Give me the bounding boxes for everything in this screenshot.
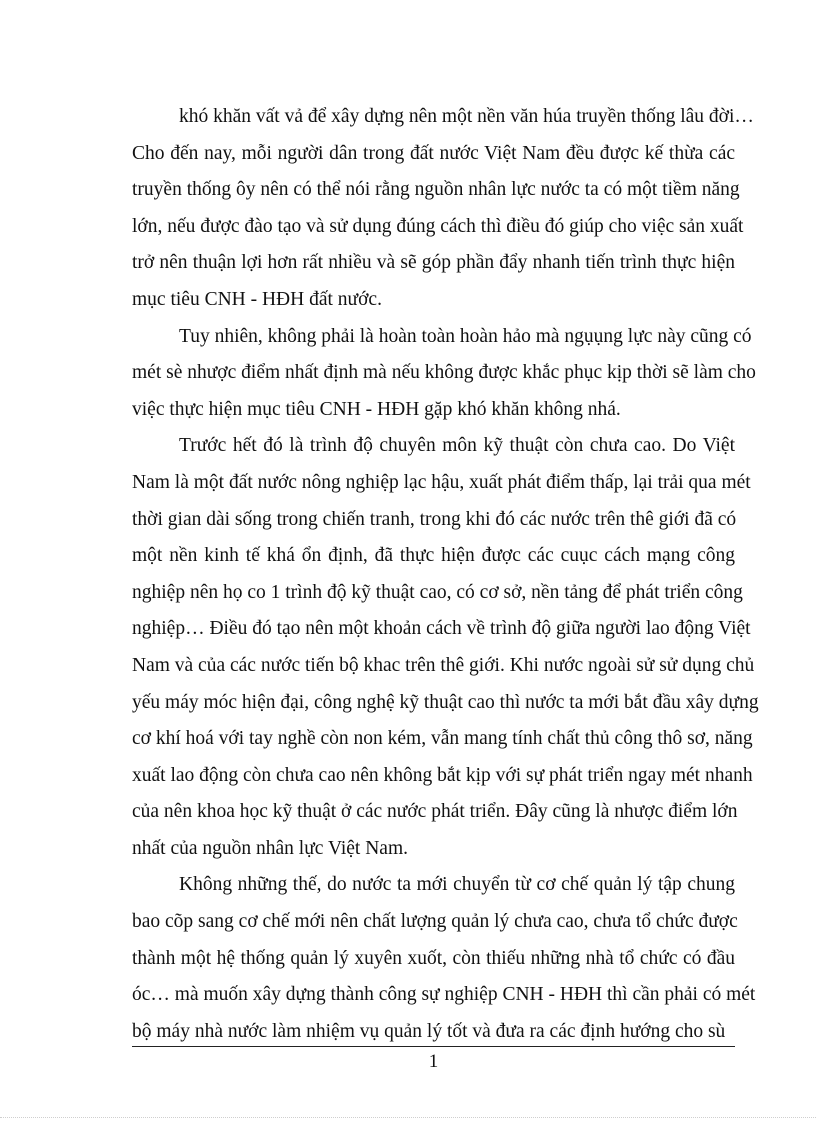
text-line: một nền kinh tế khá ổn định, đã thực hiện được các cuục cách mạng công [132,545,735,567]
text-line: của nên khoa học kỹ thuật ở các nước phát triển. Đây cũng là nhược điểm lớn [132,801,738,823]
page-edge-divider [0,1117,816,1118]
paragraph-3 [132,428,759,867]
text-line: yếu máy móc hiện đại, công nghệ kỹ thuật cao thì nước ta mới bắt đầu xây dựng [132,691,759,713]
text-line: truyền thống ôy nên có thể nói rằng nguồn nhân lực nước ta có một tiềm năng [132,179,740,201]
text-line: Cho đến nay, mỗi người dân trong đất nước Việt Nam đều được kế thừa các [132,142,735,164]
paragraph-2 [132,319,756,429]
text-line: mét sè nhược điểm nhất định mà nếu không được khắc phục kịp thời sẽ làm cho [132,362,756,384]
text-line: thành một hệ thống quản lý xuyên xuốt, còn thiếu những nhà tổ chức có đầu [132,947,735,969]
text-line: bộ máy nhà nước làm nhiệm vụ quản lý tốt và đưa ra các định hướng cho sù [132,1020,726,1042]
text-line: khó khăn vất vả để xây dựng nên một nền văn húa truyền thống lâu đời… [179,106,754,127]
text-line: thời gian dài sống trong chiến tranh, trong khi đó các nước trên thê giới đã có [132,508,737,530]
text-line: việc thực hiện mục tiêu CNH - HĐH gặp khó khăn không nhá. [132,398,621,420]
text-line: nhất của nguồn nhân lực Việt Nam. [132,837,409,859]
paragraph-1 [132,99,754,319]
text-line: Nam và của các nước tiến bộ khac trên thê giới. Khi nước ngoài sử sử dụng chủ [132,654,755,676]
text-line: cơ khí hoá với tay nghề còn non kém, vẫn mang tính chất thủ công thô sơ, năng [132,728,753,750]
text-line: Nam là một đất nước nông nghiệp lạc hậu, xuất phát điểm thấp, lại trải qua mét [132,471,751,493]
text-line: xuất lao động còn chưa cao nên không bắt kịp với sự phát triển ngay mét nhanh [132,764,753,786]
text-line: nghiệp nên họ co 1 trình độ kỹ thuật cao, có cơ sở, nền tảng để phát triển công [132,581,743,603]
text-line: Tuy nhiên, không phải là hoàn toàn hoàn hảo mà ngụụng lực này cũng có [179,325,752,347]
text-line: óc… mà muốn xây dựng thành công sự nghiệp CNH - HĐH thì cần phải có mét [132,984,756,1006]
text-line: lớn, nếu được đào tạo và sử dụng đúng cách thì điều đó giúp cho việc sản xuất [132,215,744,237]
text-line: bao cõp sang cơ chế mới nên chất lượng quản lý chưa cao, chưa tổ chức được [132,911,738,933]
paragraph-4 [132,867,756,1050]
text-line: Không những thế, do nước ta mới chuyển từ cơ chế quản lý tập chung [179,874,735,896]
body-text [132,99,759,1050]
text-line: nghiệp… Điều đó tạo nên một khoản cách về trình độ giữa người lao động Việt [132,618,751,640]
page-number: 1 [428,1051,439,1072]
text-line: trở nên thuận lợi hơn rất nhiều và sẽ góp phần đẩy nhanh tiến trình thực hiện [132,252,735,274]
text-line: mục tiêu CNH - HĐH đất nước. [132,288,382,310]
text-line: Trước hết đó là trình độ chuyên môn kỹ thuật còn chưa cao. Do Việt [179,435,735,457]
footer-divider [132,1046,735,1047]
